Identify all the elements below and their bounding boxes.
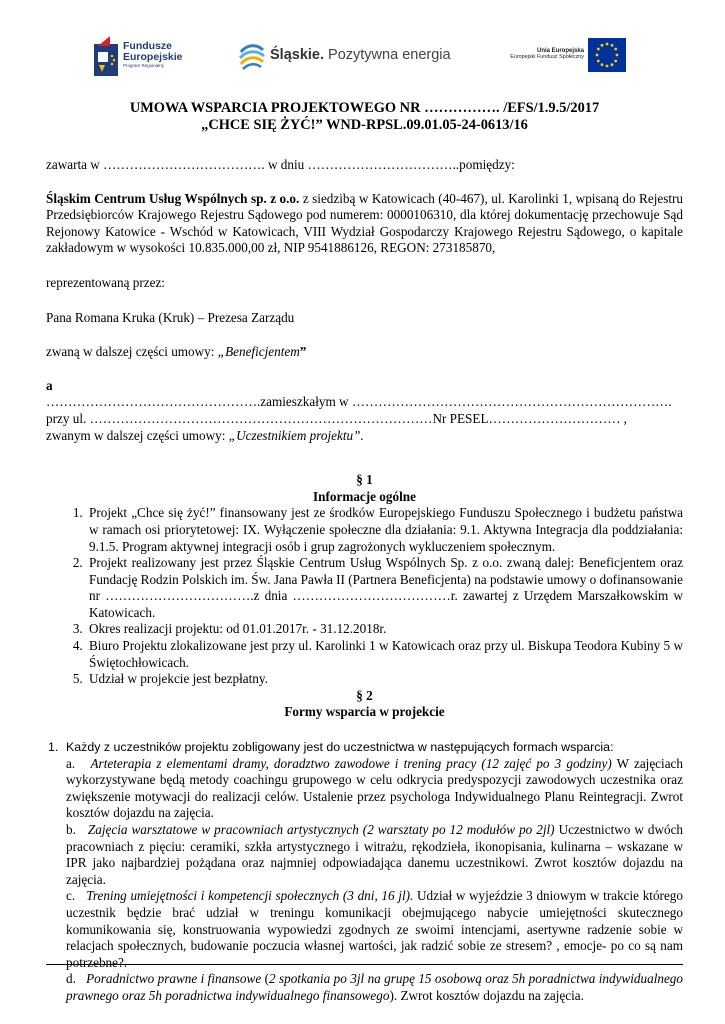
party1-name: Śląskim Centrum Usług Wspólnych sp. z o.o. — [46, 190, 300, 206]
subitem-a-text: W zajęciach wykorzystywane będą metody coachingu grupowego w celu odkrycia predyspozycji zawodowych uczestnika oraz zwiększenie motywacji do realizacji celów. Ustalenie przez psychologa Indywidualnego Planu Reintegracji. Zwrot kosztów dojazdu na zajęcia. — [66, 755, 684, 821]
subitem-d-prefix: Poradnictwo prawne i finansowe — [86, 971, 262, 987]
subitem-d-mid: ( — [261, 971, 269, 987]
party2-line1: ………………………………………….zamieszkałym w ………………………………………………………………. — [46, 394, 672, 410]
contract-title-line2: „CHCE SIĘ ŻYĆ!” WND-RPSL.09.01.05-24-0613/16 — [201, 117, 528, 133]
fundusze-europejskie-logo-icon — [94, 34, 118, 76]
header-logos — [0, 30, 725, 82]
footer-divider — [46, 964, 683, 965]
subitem-a — [66, 756, 683, 822]
section2-subitems — [46, 756, 683, 1005]
subitem-c — [66, 888, 683, 971]
section2-item-number: 1. — [48, 740, 59, 755]
party1-called-name: „Beneficjentem — [217, 344, 300, 360]
unia-europejska-logo — [492, 38, 632, 74]
party2-called-name: „Uczestnikiem projektu”. — [228, 427, 364, 443]
subitem-d-letter: d. — [66, 971, 76, 987]
subitem-b-text: Uczestnictwo w dwóch pracowniach z pięciu: ceramiki, szkła artystycznego i witrażu, rękodzieła, ikonopisania, kulinarna – wskazane w IPR jako najbardziej pożądana oraz najmniej odpowiadająca danemu uczestnikowi. Zwrot kosztów dojazdu na zajęcia. — [66, 822, 684, 887]
section1-item-3: 3. Okres realizacji projektu: od 01.01.2017r. - 31.12.2018r. — [86, 621, 683, 638]
subitem-b-letter: b. — [66, 822, 76, 837]
subitem-d — [66, 971, 683, 1004]
subitem-a-title: Arteterapia z elementami dramy, doradztwo zawodowe i trening pracy (12 zajęć po 3 godziny) — [90, 755, 612, 771]
ue-logo-line1: Unia Europejska — [536, 48, 584, 54]
concluded-line: zawarta w ………………………………. w dniu ……………………………..pomiędzy: — [46, 157, 515, 172]
section2-item-intro: Każdy z uczestników projektu zobligowany jest do uczestnictwa w następujących formach wsparcia: — [66, 740, 614, 755]
party1-paragraph — [46, 191, 683, 257]
party2-called — [46, 428, 683, 445]
section1-heading: Informacje ogólne — [313, 488, 416, 504]
contract-document — [46, 100, 683, 1005]
section2-heading: Formy wsparcia w projekcie — [284, 704, 445, 720]
and-connector: a — [46, 377, 53, 393]
section1-number: § 1 — [356, 472, 373, 488]
party1-called-prefix: zwaną w dalszej części umowy: — [46, 344, 218, 360]
fe-logo-line2: Europejskie — [123, 50, 183, 63]
subitem-b — [66, 822, 683, 888]
subitem-c-letter: c. — [66, 888, 76, 904]
party1-called-suffix: ” — [299, 344, 307, 360]
subitem-d-title: 2 spotkania po 3jl na grupę 15 osobową oraz 5h poradnictwa indywidualnego prawnego oraz 5h poradnictwa indywidualnego finansowego — [66, 971, 683, 1003]
party1-details: z siedzibą w Katowicach (40-467), ul. Karolinki 1, wpisaną do Rejestru Przedsiębiorców Krajowego Rejestru Sądowego pod numerem: 0000106310, dla której dokumentację przechowuje Sąd Rejonowy Katowice - Wschód w Katowicach, VIII Wydział Gospodarczy Krajowego Rejestru Sądowego, o kapitale zakładowym w wysokości 10.835.000,00 zł, NIP 9541886126, REGON: 273185870, — [46, 190, 683, 256]
subitem-c-text: Udział w wyjeździe 3 dniowym w trakcie którego uczestnik będzie brać udział w treningu komunikacji obejmującego nabycie umiejętności skutecznego komunikowania się, konstruowania wypowiedzi zgodnych ze swoimi intencjami, asertywne radzenie sobie w relacjach społecznych, budowanie poczucia własnej wartości, jak radzić sobie ze stresem? , emocje- po co są nam potrzebne?. — [66, 888, 683, 970]
slaskie-logo — [237, 38, 467, 72]
section1-item-1: 1. Projekt „Chce się żyć!” finansowany jest ze środków Europejskiego Funduszu Społecznego i budżetu państwa w ramach osi priorytetowej: IX. Wyłączenie społeczne dla działania: 9.1. Aktywna Integracja dla poddziałania: 9.1.5. Program aktywnej integracji osób i grup zagrożonych wykluczeniem społecznym. — [86, 505, 683, 555]
slaskie-tagline: Pozytywna energia — [328, 47, 451, 63]
represented-by: reprezentowaną przez: — [46, 274, 165, 290]
party1-called — [46, 344, 683, 361]
slaskie-wave-icon — [237, 38, 267, 72]
subitem-b-title: Zajęcia warsztatowe w pracowniach artystycznych (2 warsztaty po 12 modułów po 2jl) — [87, 822, 555, 837]
fe-logo-line3: Program Regionalny — [123, 63, 165, 68]
subitem-c-title: Trening umiejętności i kompetencji społecznych (3 dni, 16 jl). — [86, 888, 414, 904]
section1-list — [46, 505, 683, 688]
section2-item-1 — [46, 739, 683, 756]
section1-item-4: 4. Biuro Projektu zlokalizowane jest przy ul. Karolinki 1 w Katowicach oraz przy ul. Biskupa Teodora Kubiny 5 w Świętochłowicach. — [86, 638, 683, 671]
slaskie-brand: Śląskie. — [270, 47, 325, 63]
ue-logo-line2: Europejski Fundusz Społeczny — [510, 53, 584, 60]
eu-flag-icon — [588, 38, 626, 72]
section2-number: § 2 — [356, 687, 373, 703]
section1-item-5: 5. Udział w projekcie jest bezpłatny. — [86, 671, 683, 688]
contract-title-line1: UMOWA WSPARCIA PROJEKTOWEGO NR ……………. /EFS/1.9.5/2017 — [129, 100, 600, 116]
subitem-d-text: ). Zwrot kosztów dojazdu na zajęcia. — [389, 987, 584, 1003]
subitem-a-letter: a. — [66, 755, 76, 771]
fundusze-europejskie-logo — [94, 34, 204, 78]
party2-line2: przy ul. ……………………………………………………………………Nr PESEL………………………… , — [46, 410, 627, 426]
fe-logo-line1: Fundusze — [123, 40, 172, 52]
section1-item-2: 2. Projekt realizowany jest przez Śląskie Centrum Usług Wspólnych Sp. z o.o. zwaną dalej: Beneficjentem oraz Fundację Rodzin Polskich im. Św. Jana Pawła II (Partnera Beneficjenta) na podstawie umowy o dofinansowanie nr …………………………….z dnia ………………………………r. zawartej z Urzędem Marszałkowskim w Katowicach. — [86, 555, 683, 621]
party2-called-prefix: zwanym w dalszej części umowy: — [46, 427, 229, 443]
representative: Pana Romana Kruka (Kruk) – Prezesa Zarządu — [46, 309, 295, 325]
